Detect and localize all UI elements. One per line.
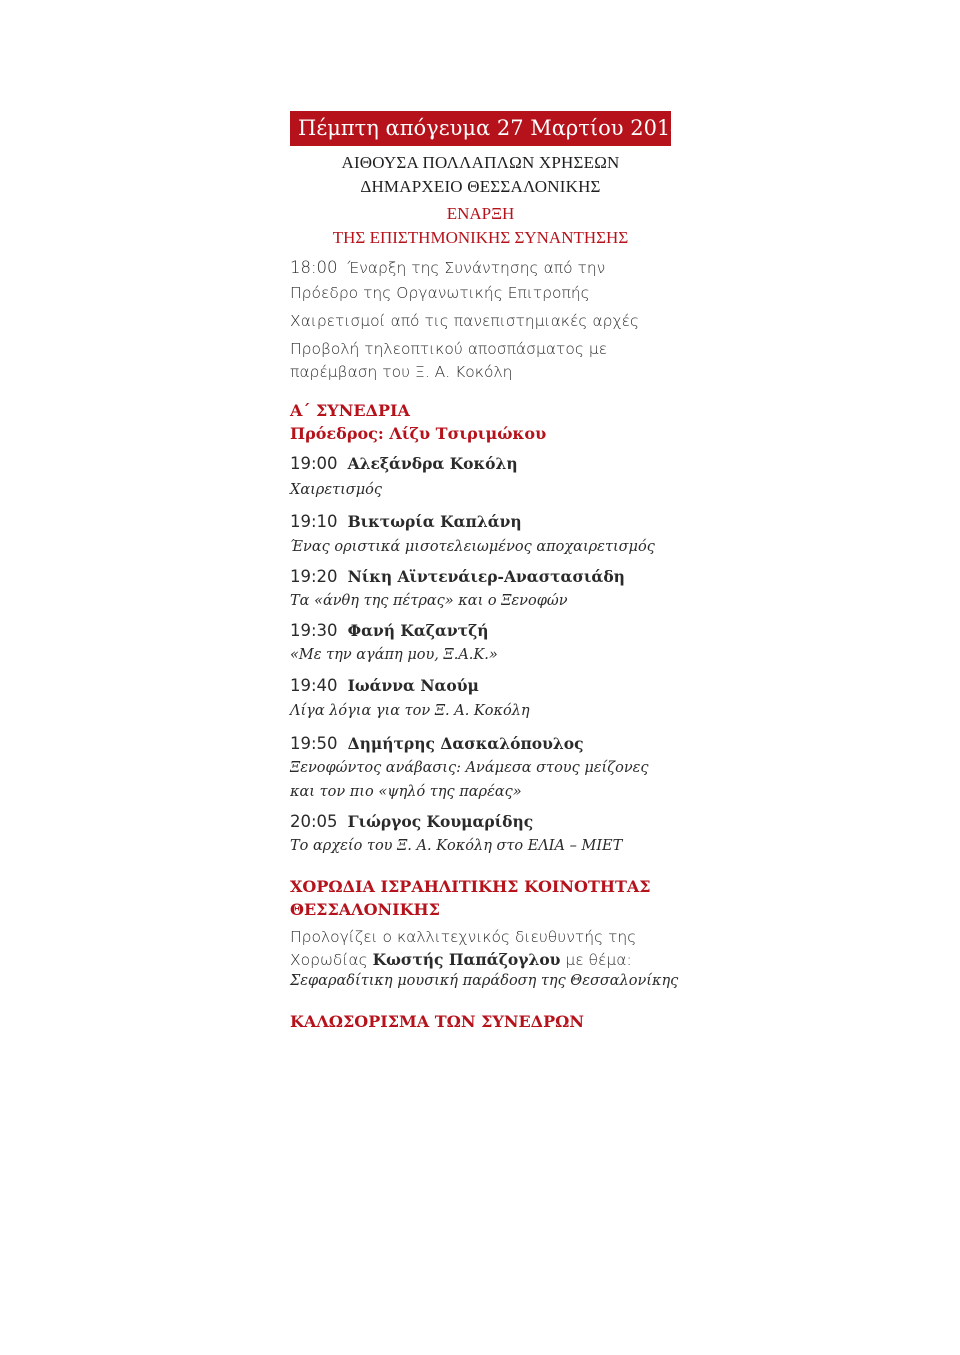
talk-speaker-row (290, 621, 489, 641)
choir-title-line-1: ΧΟΡΩΔΙΑ ΙΣΡΑΗΛΙΤΙΚΗΣ ΚΟΙΝΟΤΗΤΑΣ (290, 877, 651, 896)
talk-time: 20:05 (290, 812, 338, 831)
talk-time: 19:40 (290, 676, 338, 695)
talk-title: Το αρχείο του Ξ. Α. Κοκόλη στο ΕΛΙΑ – ΜΙΕΤ (290, 838, 623, 854)
opening-line-1: Έναρξη της Συνάντησης από την (347, 259, 606, 277)
venue-line-1: ΑΙΘΟΥΣΑ ΠΟΛΛΑΠΛΩΝ ΧΡΗΣΕΩΝ (341, 153, 620, 172)
talk-speaker: Φανή Καζαντζή (347, 621, 489, 640)
choir-title-line-2: ΘΕΣΣΑΛΟΝΙΚΗΣ (290, 900, 440, 919)
talk-title: Ξενοφώντος ανάβασις: Ανάμεσα στους μείζονες (290, 760, 649, 776)
talk-time: 19:10 (290, 512, 338, 531)
talk-title: Λίγα λόγια για τον Ξ. Α. Κοκόλη (290, 703, 530, 719)
closing-title: ΚΑΛΩΣΟΡΙΣΜΑ ΤΩΝ ΣΥΝΕΔΡΩΝ (290, 1012, 584, 1031)
talk-title: Ένας οριστικά μισοτελειωμένος αποχαιρετισμός (290, 539, 655, 555)
talk-title: «Με την αγάπη μου, Ξ.Α.Κ.» (290, 647, 498, 663)
talk-time: 19:20 (290, 567, 338, 586)
opening-title-line-1: ΕΝΑΡΞΗ (446, 204, 515, 223)
talk-time: 19:00 (290, 454, 338, 473)
opening-time: 18:00 (290, 258, 338, 277)
session-chair: Πρόεδρος: Λίζυ Τσιριμώκου (290, 424, 547, 443)
talk-speaker-row (290, 567, 625, 587)
choir-line-2 (290, 950, 632, 969)
opening-line-5: παρέμβαση του Ξ. Α. Κοκόλη (290, 363, 513, 381)
talk-time: 19:50 (290, 734, 338, 753)
talk-time: 19:30 (290, 621, 338, 640)
choir-line-1: Προλογίζει ο καλλιτεχνικός διευθυντής της (290, 928, 637, 946)
talk-speaker: Δημήτρης Δασκαλόπουλος (347, 734, 584, 753)
talk-title-line-2: και τον πιο «ψηλό της παρέας» (290, 784, 522, 800)
talk-speaker-row (290, 676, 479, 696)
choir-line-2-prefix: Χορωδίας (290, 951, 368, 969)
session-title: Α΄ ΣΥΝΕΔΡΙΑ (290, 401, 410, 420)
talk-title: Χαιρετισμός (290, 482, 382, 498)
talk-speaker: Αλεξάνδρα Κοκόλη (347, 454, 518, 473)
talk-speaker: Νίκη Αϊντενάιερ-Αναστασιάδη (347, 567, 625, 586)
talk-title: Τα «άνθη της πέτρας» και ο Ξενοφών (290, 593, 568, 609)
opening-line-3: Χαιρετισμοί από τις πανεπιστημιακές αρχές (290, 312, 640, 330)
opening-entry (290, 258, 605, 277)
talk-speaker: Βικτωρία Καπλάνη (347, 512, 522, 531)
talk-speaker-row (290, 812, 533, 832)
talk-speaker-row (290, 454, 518, 474)
opening-line-2: Πρόεδρο της Οργανωτικής Επιτροπής (290, 284, 590, 302)
talk-speaker: Γιώργος Κουμαρίδης (347, 812, 534, 831)
talk-speaker-row (290, 512, 522, 532)
choir-line-2-suffix: με θέμα: (565, 951, 632, 969)
talk-speaker: Ιωάννα Ναούμ (347, 676, 479, 695)
opening-title-line-2: ΤΗΣ ΕΠΙΣΤΗΜΟΝΙΚΗΣ ΣΥΝΑΝΤΗΣΗΣ (332, 228, 629, 247)
choir-topic: Σεφαραδίτικη μουσική παράδοση της Θεσσαλονίκης (290, 973, 679, 989)
talk-speaker-row (290, 734, 584, 754)
choir-director-name: Κωστής Παπάζογλου (372, 950, 561, 969)
opening-line-4: Προβολή τηλεοπτικού αποσπάσματος με (290, 340, 608, 358)
venue-line-2: ΔΗΜΑΡΧΕΙΟ ΘΕΣΣΑΛΟΝΙΚΗΣ (360, 177, 601, 196)
date-banner: Πέμπτη απόγευμα 27 Μαρτίου 2014 (290, 111, 671, 146)
